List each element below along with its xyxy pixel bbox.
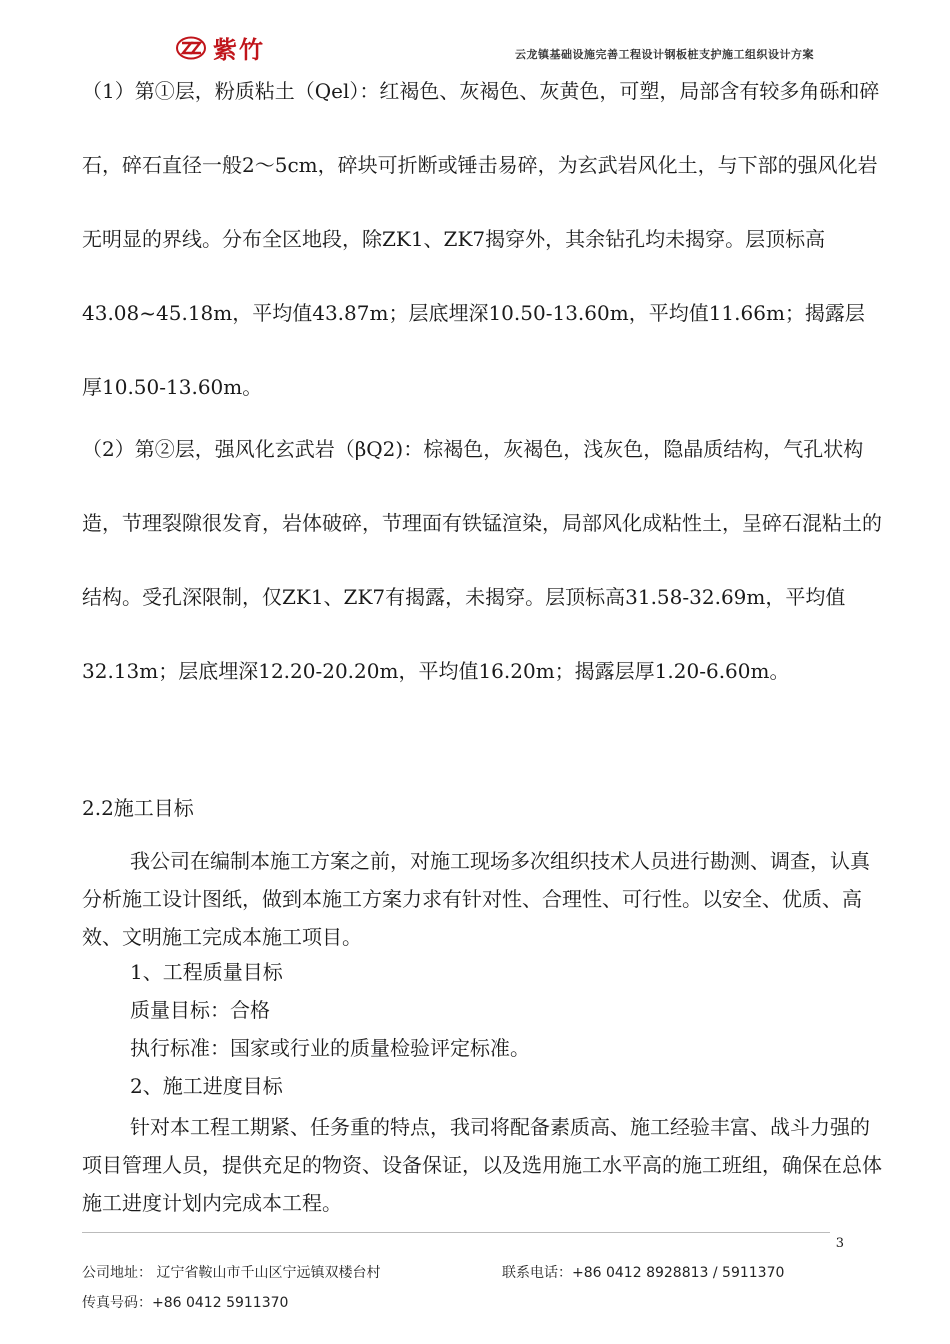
intro-paragraph: 我公司在编制本施工方案之前，对施工现场多次组织技术人员进行勘测、调查，认真分析施工设计图纸，做到本施工方案力求有针对性、合理性、可行性。以安全、优质、高效、文明施工完成本施工项目。 [82,849,870,949]
footer-line-1 [82,1262,785,1282]
logo-text: 紫竹 [213,36,265,64]
section-heading: 2.2施工目标 [82,796,194,820]
layer-1-description: （1）第①层，粉质粘土（Qel）：红褐色、灰褐色、灰黄色，可塑，局部含有较多角砾和碎石，碎石直径一般2～5cm，碎块可折断或锤击易碎，为玄武岩风化土，与下部的强风化岩无明显的界线。分布全区地段，除ZK1、ZK7揭穿外，其余钻孔均未揭穿。层顶标高43.08~45.18m，平均值43.87m；层底埋深10.50-13.60m，平均值11.66m；揭露层厚10.50-13.60m。 [82,79,880,399]
company-phone: 联系电话：+86 0412 8928813 / 5911370 [502,1265,785,1281]
document-header-title: 云龙镇基础设施完善工程设计钢板桩支护施工组织设计方案 [515,48,814,61]
layer-2-description: （2）第②层，强风化玄武岩（βQ2)：棕褐色，灰褐色，浅灰色，隐晶质结构，气孔状构造，节理裂隙很发育，岩体破碎，节理面有铁锰渲染，局部风化成粘性土，呈碎石混粘土的结构。受孔深限制，仅ZK1、ZK7有揭露，未揭穿。层顶标高31.58-32.69m，平均值32.13m；层底埋深12.20-20.20m，平均值16.20m；揭露层厚1.20-6.60m。 [82,437,882,683]
page-number: 3 [835,1236,844,1251]
footer-line-2 [82,1292,288,1312]
schedule-goal-title: 2、施工进度目标 [130,1074,283,1098]
quality-standard: 执行标准：国家或行业的质量检验评定标准。 [130,1036,530,1060]
company-fax: 传真号码：+86 0412 5911370 [82,1295,289,1311]
quality-target: 质量目标：合格 [130,998,270,1022]
company-address: 公司地址： 辽宁省鞍山市千山区宁远镇双楼台村 [82,1265,381,1281]
schedule-paragraph: 针对本工程工期紧、任务重的特点，我司将配备素质高、施工经验丰富、战斗力强的项目管理人员，提供充足的物资、设备保证，以及选用施工水平高的施工班组，确保在总体施工进度计划内完成本工程。 [82,1115,882,1215]
quality-goal-title: 1、工程质量目标 [130,960,283,984]
footer-divider [82,1232,830,1233]
